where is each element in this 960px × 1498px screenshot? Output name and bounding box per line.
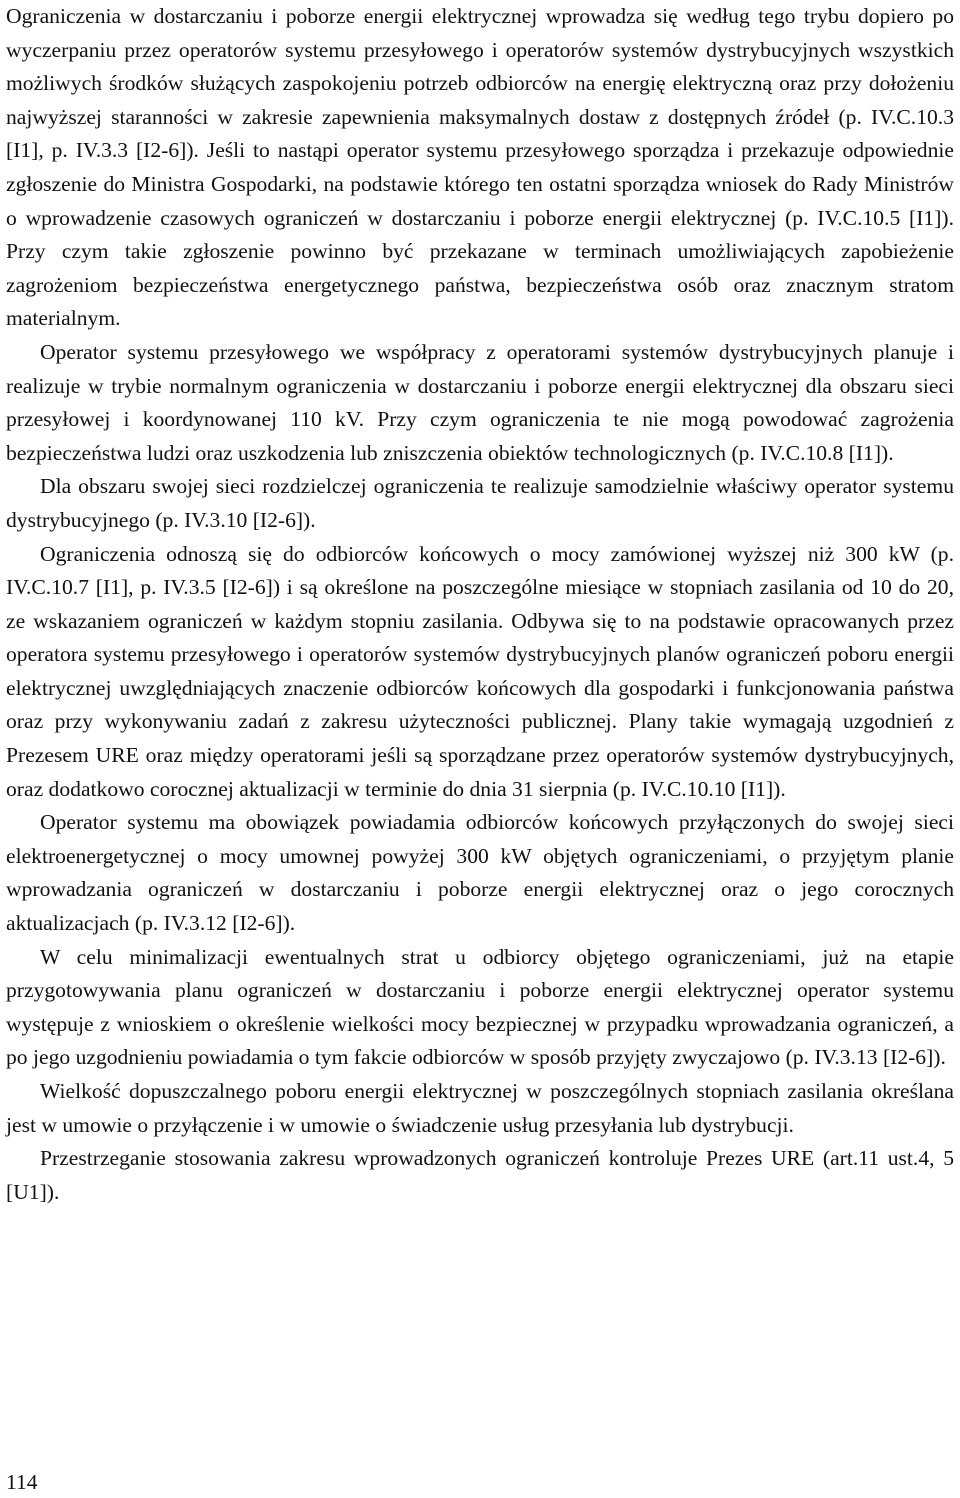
paragraph-5: Operator systemu ma obowiązek powiadamia odbiorców końcowych przyłączonych do swojej sieci elektroenergetycznej o mocy umownej powyżej 300 kW objętych ograniczeniami, o przyjętym planie wprowadzania ograniczeń w dostarczaniu i poborze energii elektrycznej oraz o jego corocznych aktualizacjach (p. IV.3.12 [I2-6]). [6, 810, 954, 936]
document-body [6, 0, 954, 1209]
paragraph-8: Przestrzeganie stosowania zakresu wprowadzonych ograniczeń kontroluje Prezes URE (art.11 ust.4, 5 [U1]). [6, 1146, 954, 1204]
paragraph-4: Ograniczenia odnoszą się do odbiorców końcowych o mocy zamówionej wyższej niż 300 kW (p. IV.C.10.7 [I1], p. IV.3.5 [I2-6]) i są określone na poszczególne miesiące w stopniach zasilania od 10 do 20, ze wskazaniem ograniczeń w każdym stopniu zasilania. Odbywa się to na podstawie opracowanych przez operatora systemu przesyłowego i operatorów systemów dystrybucyjnych planów ograniczeń poboru energii elektrycznej uwzględniających znaczenie odbiorców końcowych dla gospodarki i funkcjonowania państwa oraz przy wykonywaniu zadań z zakresu użyteczności publicznej. Plany takie wymagają uzgodnień z Prezesem URE oraz między operatorami jeśli są sporządzane przez operatorów systemów dystrybucyjnych, oraz dodatkowo corocznej aktualizacji w terminie do dnia 31 sierpnia (p. IV.C.10.10 [I1]). [6, 541, 954, 801]
paragraph-2: Operator systemu przesyłowego we współpracy z operatorami systemów dystrybucyjnych planuje i realizuje w trybie normalnym ograniczenia w dostarczaniu i poborze energii elektrycznej dla obszaru sieci przesyłowej i koordynowanej 110 kV. Przy czym ograniczenia te nie mogą powodować zagrożenia bezpieczeństwa ludzi oraz uszkodzenia lub zniszczenia obiektów technologicznych (p. IV.C.10.8 [I1]). [6, 339, 954, 465]
paragraph-3: Dla obszaru swojej sieci rozdzielczej ograniczenia te realizuje samodzielnie właściwy operator systemu dystrybucyjnego (p. IV.3.10 [I2-6]). [6, 474, 954, 532]
page-number: 114 [6, 1470, 38, 1494]
paragraph-1: Ograniczenia w dostarczaniu i poborze energii elektrycznej wprowadza się według tego trybu dopiero po wyczerpaniu przez operatorów systemu przesyłowego i operatorów systemów dystrybucyjnych wszystkich możliwych środków służących zaspokojeniu potrzeb odbiorców na energię elektryczną oraz przy dołożeniu najwyższej staranności w zakresie zapewnienia maksymalnych dostaw z dostępnych źródeł (p. IV.C.10.3 [I1], p. IV.3.3 [I2-6]). Jeśli to nastąpi operator systemu przesyłowego sporządza i przekazuje odpowiednie zgłoszenie do Ministra Gospodarki, na podstawie którego ten ostatni sporządza wniosek do Rady Ministrów o wprowadzenie czasowych ograniczeń w dostarczaniu i poborze energii elektrycznej (p. IV.C.10.5 [I1]). Przy czym takie zgłoszenie powinno być przekazane w terminach umożliwiających zapobieżenie zagrożeniom bezpieczeństwa energetycznego państwa, bezpieczeństwa osób oraz znacznym stratom materialnym. [6, 4, 954, 331]
paragraph-7: Wielkość dopuszczalnego poboru energii elektrycznej w poszczególnych stopniach zasilania określana jest w umowie o przyłączenie i w umowie o świadczenie usług przesyłania lub dystrybucji. [6, 1079, 954, 1137]
paragraph-6: W celu minimalizacji ewentualnych strat u odbiorcy objętego ograniczeniami, już na etapie przygotowywania planu ograniczeń w dostarczaniu i poborze energii elektrycznej operator systemu występuje z wnioskiem o określenie wielkości mocy bezpiecznej w przypadku wprowadzania ograniczeń, a po jego uzgodnieniu powiadamia o tym fakcie odbiorców w sposób przyjęty zwyczajowo (p. IV.3.13 [I2-6]). [6, 944, 954, 1070]
